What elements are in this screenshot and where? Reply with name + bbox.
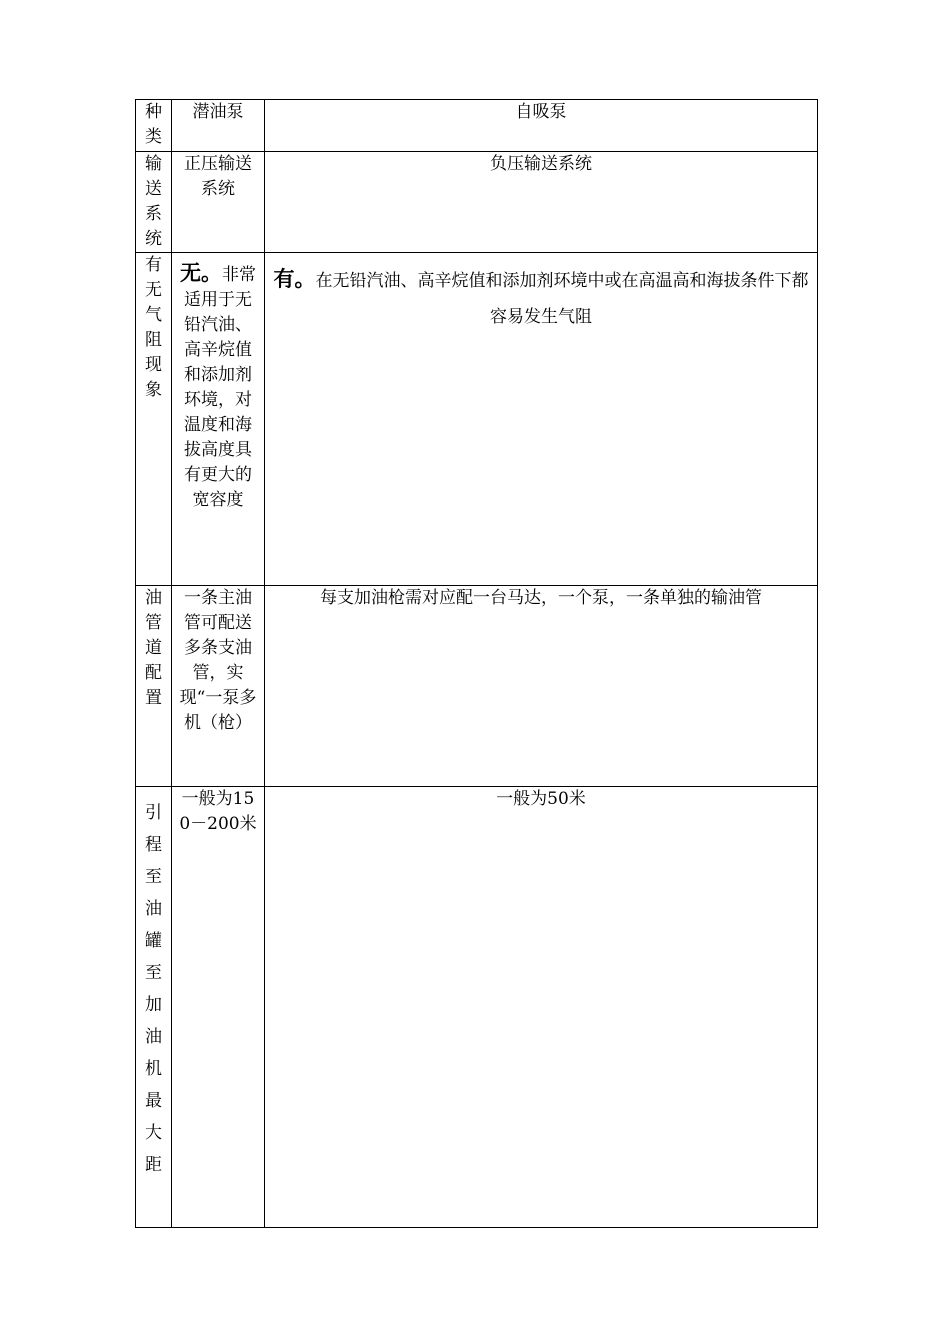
answer-mark-yes: 有。 — [273, 267, 316, 291]
header-self-priming-pump: 自吸泵 — [265, 100, 818, 152]
row-label-pipeline-configuration: 油管道配置 — [136, 586, 172, 787]
row-label-vapor-lock: 有无气阻现象 — [136, 253, 172, 586]
cell-submersible-vapor-lock — [172, 253, 265, 586]
table-row — [136, 152, 818, 253]
cell-self-priming-delivery-system: 负压输送系统 — [265, 152, 818, 253]
cell-submersible-delivery-system: 正压输送系统 — [172, 152, 265, 253]
cell-submersible-pipeline-configuration: 一条主油管可配送多条支油管，实现“一泵多机（枪） — [172, 586, 265, 787]
table-row — [136, 787, 818, 1228]
submersible-vapor-lock-text: 非常适用于无铅汽油、高辛烷值和添加剂环境，对温度和海拔高度具有更大的宽容度 — [184, 265, 256, 510]
cell-submersible-maximum-distance: 一般为150－200米 — [172, 787, 265, 1228]
row-label-maximum-distance: 引程至油罐至加油机最大距 — [136, 787, 172, 1228]
header-category: 种类 — [136, 100, 172, 152]
cell-self-priming-maximum-distance: 一般为50米 — [265, 787, 818, 1228]
cell-self-priming-pipeline-configuration: 每支加油枪需对应配一台马达，一个泵，一条单独的输油管 — [265, 586, 818, 787]
row-label-delivery-system: 输送系统 — [136, 152, 172, 253]
cell-self-priming-vapor-lock — [265, 253, 818, 586]
comparison-table — [135, 99, 818, 1228]
table-header-row — [136, 100, 818, 152]
header-submersible-pump: 潜油泵 — [172, 100, 265, 152]
answer-mark-none: 无。 — [180, 261, 222, 285]
table-row — [136, 586, 818, 787]
self-priming-vapor-lock-text: 在无铅汽油、高辛烷值和添加剂环境中或在高温高和海拔条件下都容易发生气阻 — [315, 271, 809, 327]
table-row — [136, 253, 818, 586]
